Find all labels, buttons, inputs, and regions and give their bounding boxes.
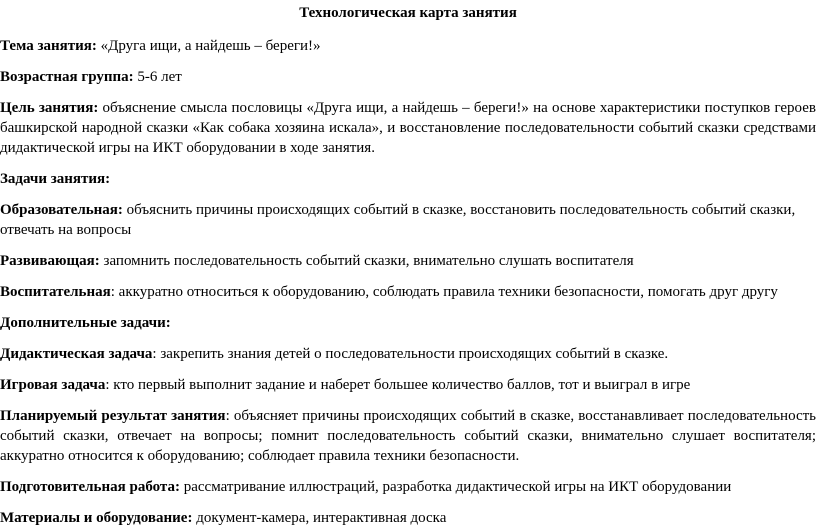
game-task-text: : кто первый выполнит задание и наберет большее количество баллов, тот и выиграл в игре — [105, 377, 691, 393]
age-group-label: Возрастная группа: — [0, 69, 134, 85]
developmental-text: запомнить последовательность событий сказки, внимательно слушать воспитателя — [99, 253, 634, 269]
materials-paragraph — [0, 508, 816, 528]
educational-label: Образовательная: — [0, 202, 123, 218]
upbringing-text: : аккуратно относиться к оборудованию, соблюдать правила техники безопасности, помогать друг другу — [110, 284, 778, 300]
materials-text: документ-камера, интерактивная доска — [192, 510, 447, 526]
age-group-paragraph — [0, 67, 816, 87]
goal-text: объяснение смысла пословицы «Друга ищи, а найдешь – береги!» на основе характеристики поступков героев башкирской народной сказки «Как собака хозяина искала», и восстановление последовательности событий сказки средствами дидактической игры на ИКТ оборудовании в ходе занятия. — [0, 100, 816, 156]
preparatory-work-text: рассматривание иллюстраций, разработка дидактической игры на ИКТ оборудовании — [179, 479, 732, 495]
developmental-label: Развивающая: — [0, 253, 100, 269]
planned-result-label: Планируемый результат занятия — [0, 408, 226, 424]
upbringing-label: Воспитательная — [0, 284, 111, 300]
document-title: Технологическая карта занятия — [299, 5, 517, 21]
planned-result-text: : объясняет причины происходящих событий в сказке, восстанавливает последовательность событий сказки, отвечает на вопросы; помнит последовательность событий сказки, внимательно слушает воспитателя; аккуратно относится к оборудованию; соблюдает правила техники безопасности. — [0, 408, 816, 464]
educational-paragraph — [0, 200, 816, 240]
didactic-task-text: : закрепить знания детей о последовательности происходящих событий в сказке. — [152, 346, 669, 362]
game-task-label: Игровая задача — [0, 377, 106, 393]
planned-result-paragraph — [0, 406, 816, 466]
additional-tasks-heading — [0, 313, 816, 333]
age-group-text: 5-6 лет — [133, 69, 182, 85]
tasks-heading-label: Задачи занятия: — [0, 171, 111, 187]
topic-label: Тема занятия: — [0, 38, 97, 54]
preparatory-work-label: Подготовительная работа: — [0, 479, 180, 495]
topic-text: «Друга ищи, а найдешь – береги!» — [96, 38, 321, 54]
materials-label: Материалы и оборудование: — [0, 510, 193, 526]
educational-text: объяснить причины происходящих событий в сказке, восстановить последовательность событий сказки, отвечать на вопросы — [0, 202, 796, 238]
game-task-paragraph — [0, 375, 816, 395]
tasks-heading — [0, 169, 816, 189]
upbringing-paragraph — [0, 282, 816, 302]
didactic-task-label: Дидактическая задача — [0, 346, 153, 362]
additional-tasks-heading-label: Дополнительные задачи: — [0, 315, 171, 331]
preparatory-work-paragraph — [0, 477, 816, 497]
goal-paragraph — [0, 98, 816, 158]
developmental-paragraph — [0, 251, 816, 271]
didactic-task-paragraph — [0, 344, 816, 364]
topic-paragraph — [0, 36, 816, 56]
goal-label: Цель занятия: — [0, 100, 99, 116]
